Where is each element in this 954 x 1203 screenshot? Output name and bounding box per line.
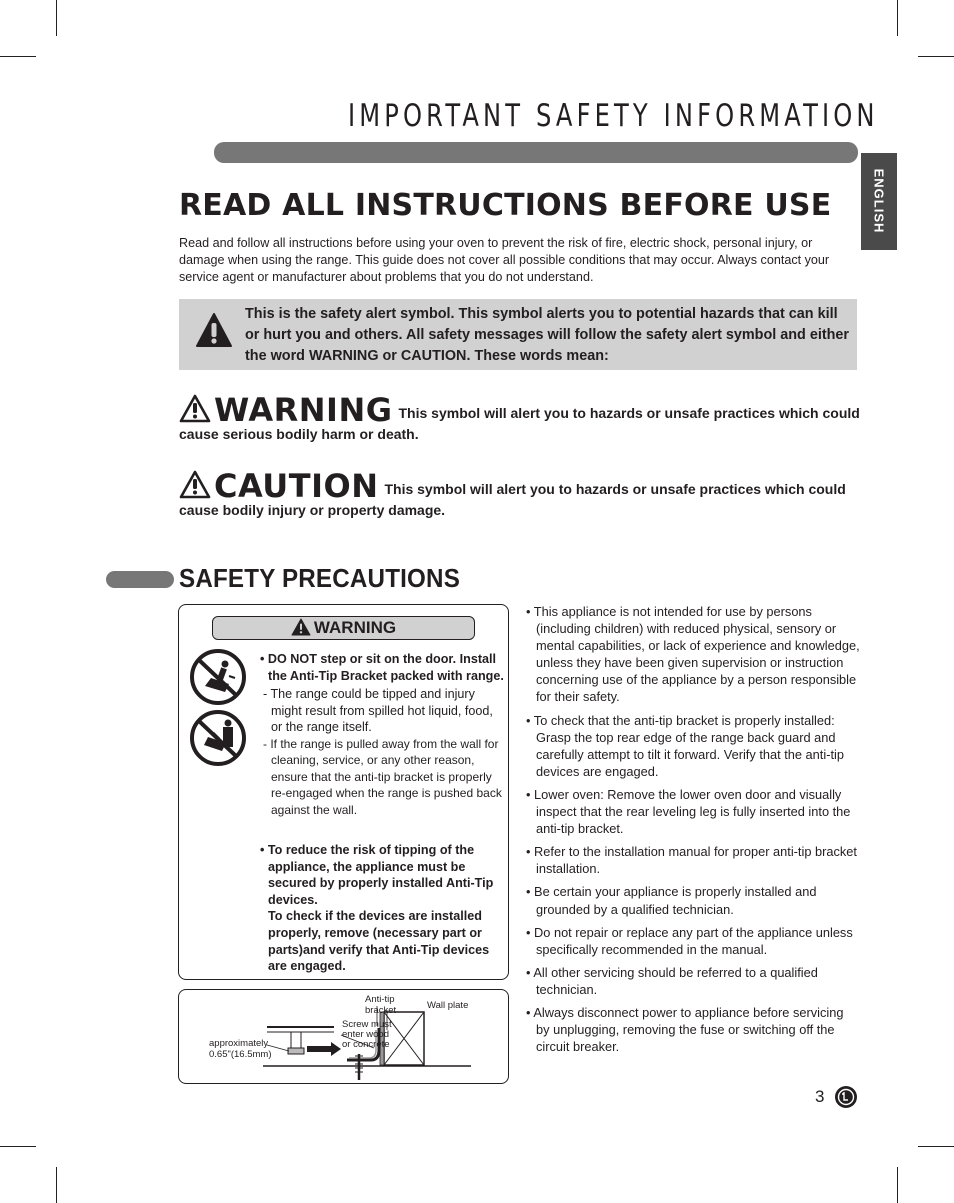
label-bracket: bracket (365, 1005, 397, 1016)
no-step-on-door-icon (189, 648, 247, 706)
label-screw-3: or concrete (342, 1039, 390, 1050)
anti-tip-bracket-illustration (179, 990, 509, 1084)
right-column (526, 603, 860, 1061)
anti-tip-diagram (178, 989, 509, 1084)
caution-definition (179, 467, 869, 521)
warning-item-2 (259, 842, 505, 975)
crop-mark (56, 1167, 57, 1203)
read-all-heading: READ ALL INSTRUCTIONS BEFORE USE (179, 188, 832, 223)
caution-text: This symbol will alert you to hazards or unsafe practices which could cause bodily injury or property damage. (179, 481, 846, 518)
crop-mark (0, 1146, 36, 1147)
warning-triangle-icon (179, 394, 211, 423)
section-tab (106, 571, 174, 588)
warning-item-1-bold: • DO NOT step or sit on the door. Install the Anti-Tip Bracket packed with range. (260, 652, 504, 683)
warning-card (178, 604, 509, 980)
safety-alert-text: This is the safety alert symbol. This symbol alerts you to potential hazards that can kill or hurt you and others. All safety messages will follow the safety alert symbol and either the word WARNING or CAUTION. These words mean: (245, 306, 850, 364)
language-tab (861, 153, 897, 250)
warning-item-2-bold-a: • To reduce the risk of tipping of the appliance, the appliance must be secured by properly installed Anti-Tip devices. (260, 843, 494, 907)
warning-triangle-icon (291, 618, 311, 636)
warning-text: This symbol will alert you to hazards or unsafe practices which could cause serious bodily harm or death. (179, 405, 860, 442)
crop-mark (0, 56, 36, 57)
crop-mark (918, 1146, 954, 1147)
warning-item-1-sub2: - If the range is pulled away from the wall for cleaning, service, or any other reason, ensure that the anti-tip bracket is properly re-engaged when the range is pushed back against the wall. (263, 736, 502, 817)
list-item: • Do not repair or replace any part of the appliance unless specifically recommended in the manual. (526, 924, 853, 957)
list-item: • All other servicing should be referred to a qualified technician. (526, 964, 818, 997)
language-tab-label: ENGLISH (871, 168, 887, 234)
label-screw-1: Screw must (342, 1019, 392, 1030)
safety-alert-icon (195, 312, 233, 353)
label-approx-1: approximately (209, 1038, 269, 1049)
crop-mark (897, 0, 898, 36)
no-sit-on-door-icon (189, 709, 247, 767)
safety-alert-box (179, 299, 857, 370)
page-number: 3 (815, 1087, 825, 1106)
label-screw-2: enter wood (342, 1029, 390, 1040)
list-item: • To check that the anti-tip bracket is properly installed: (526, 712, 835, 728)
header-bar (214, 142, 858, 163)
warning-item-1 (259, 651, 505, 818)
label-approx-2: 0.65"(16.5mm) (209, 1049, 272, 1060)
warning-word: WARNING (214, 391, 393, 429)
list-item: • Always disconnect power to appliance before servicing by unplugging, removing the fuse or switching off the circuit breaker. (526, 1004, 844, 1055)
list-item: • Lower oven: Remove the lower oven door and visually inspect that the rear leveling leg is fully inserted into the anti-tip bracket. (526, 786, 851, 837)
caution-triangle-icon (179, 470, 211, 499)
warning-definition (179, 391, 869, 445)
safety-precautions-heading: SAFETY PRECAUTIONS (179, 563, 461, 593)
intro-paragraph: Read and follow all instructions before using your oven to prevent the risk of fire, electric shock, personal injury, or damage when using the range. This guide does not cover all possible conditions that may occur. Always contact your service agent or manufacturer about problems that you do not understand. (179, 236, 830, 284)
warning-label (212, 616, 475, 640)
caution-word: CAUTION (214, 467, 379, 505)
warning-label-text: WARNING (313, 618, 397, 637)
crop-mark (56, 0, 57, 36)
label-wall-plate: Wall plate (427, 1000, 469, 1011)
warning-item-2-bold-b: To check if the devices are installed properly, remove (necessary part or parts)and verify that Anti-Tip devices are engaged. (268, 909, 490, 974)
label-anti-tip: Anti-tip (365, 994, 395, 1005)
list-item: • Refer to the installation manual for proper anti-tip bracket installation. (526, 844, 857, 877)
crop-mark (897, 1167, 898, 1203)
list-item: • Be certain your appliance is properly installed and grounded by a qualified technician. (526, 884, 817, 917)
list-item: • This appliance is not intended for use by persons (including children) with reduced physical, sensory or mental capabilities, or lack of experience and knowledge, unless they have been given supervision or instruction concerning use of the appliance by a person responsible for their safety. (526, 604, 860, 705)
page-title: IMPORTANT SAFETY INFORMATION (348, 98, 879, 134)
crop-mark (918, 56, 954, 57)
list-item: Grasp the top rear edge of the range back guard and carefully attempt to tilt it forward. Verify that the anti-tip devices are engaged. (536, 729, 844, 779)
lg-logo-icon (834, 1085, 858, 1109)
warning-item-1-sub1: - The range could be tipped and injury might result from spilled hot liquid, food, or the range itself. (263, 687, 493, 735)
